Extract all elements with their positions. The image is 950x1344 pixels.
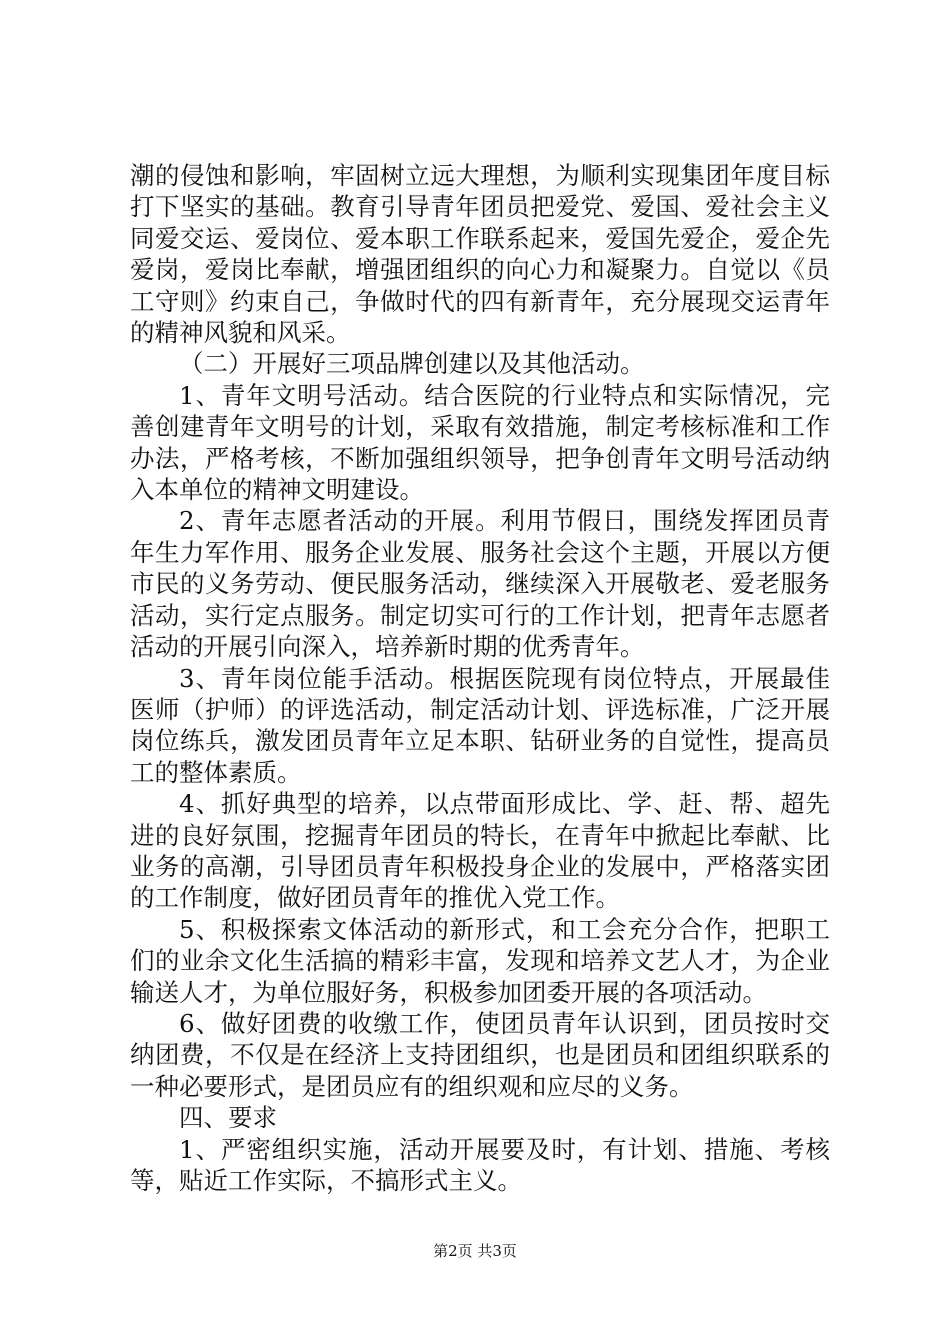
paragraph-requirement-1: 1、严密组织实施，活动开展要及时，有计划、措施、考核等，贴近工作实际，不搞形式主义。 <box>130 1134 830 1195</box>
paragraph-item-4: 4、抓好典型的培养，以点带面形成比、学、赶、帮、超先进的良好氛围，挖掘青年团员的特长，在青年中掀起比奉献、比业务的高潮，引导团员青年积极投身企业的发展中，严格落实团的工作制度，做好团员青年的推优入党工作。 <box>130 789 830 913</box>
paragraph-item-5: 5、积极探索文体活动的新形式，和工会充分合作，把职工们的业余文化生活搞的精彩丰富，发现和培养文艺人才，为企业输送人才，为单位服好务，积极参加团委开展的各项活动。 <box>130 914 830 1007</box>
paragraph-item-2: 2、青年志愿者活动的开展。利用节假日，围绕发挥团员青年生力军作用、服务企业发展、服务社会这个主题，开展以方便市民的义务劳动、便民服务活动，继续深入开展敬老、爱老服务活动，实行定点服务。制定切实可行的工作计划，把青年志愿者活动的开展引向深入，培养新时期的优秀青年。 <box>130 506 830 662</box>
page-footer: 第2页 共3页 <box>433 1242 517 1260</box>
document-body <box>130 160 830 1196</box>
paragraph-item-6: 6、做好团费的收缴工作，使团员青年认识到，团员按时交纳团费，不仅是在经济上支持团组织，也是团员和团组织联系的一种必要形式，是团员应有的组织观和应尽的义务。 <box>130 1008 830 1101</box>
section-heading-brand-activities: （二）开展好三项品牌创建以及其他活动。 <box>179 349 645 379</box>
section-heading-requirements: 四、要求 <box>179 1103 277 1133</box>
paragraph-item-3: 3、青年岗位能手活动。根据医院现有岗位特点，开展最佳医师（护师）的评选活动，制定活动计划、评选标准，广泛开展岗位练兵，激发团员青年立足本职、钻研业务的自觉性，提高员工的整体素质。 <box>130 663 830 787</box>
paragraph-item-1: 1、青年文明号活动。结合医院的行业特点和实际情况，完善创建青年文明号的计划，采取有效措施，制定考核标准和工作办法，严格考核，不断加强组织领导，把争创青年文明号活动纳入本单位的精神文明建设。 <box>130 380 830 505</box>
paragraph-continuation: 潮的侵蚀和影响，牢固树立远大理想，为顺利实现集团年度目标打下坚实的基础。教育引导青年团员把爱党、爱国、爱社会主义同爱交运、爱岗位、爱本职工作联系起来，爱国先爱企，爱企先爱岗，爱岗比奉献，增强团组织的向心力和凝聚力。自觉以《员工守则》约束自己，争做时代的四有新青年，充分展现交运青年的精神风貌和风采。 <box>130 161 830 348</box>
